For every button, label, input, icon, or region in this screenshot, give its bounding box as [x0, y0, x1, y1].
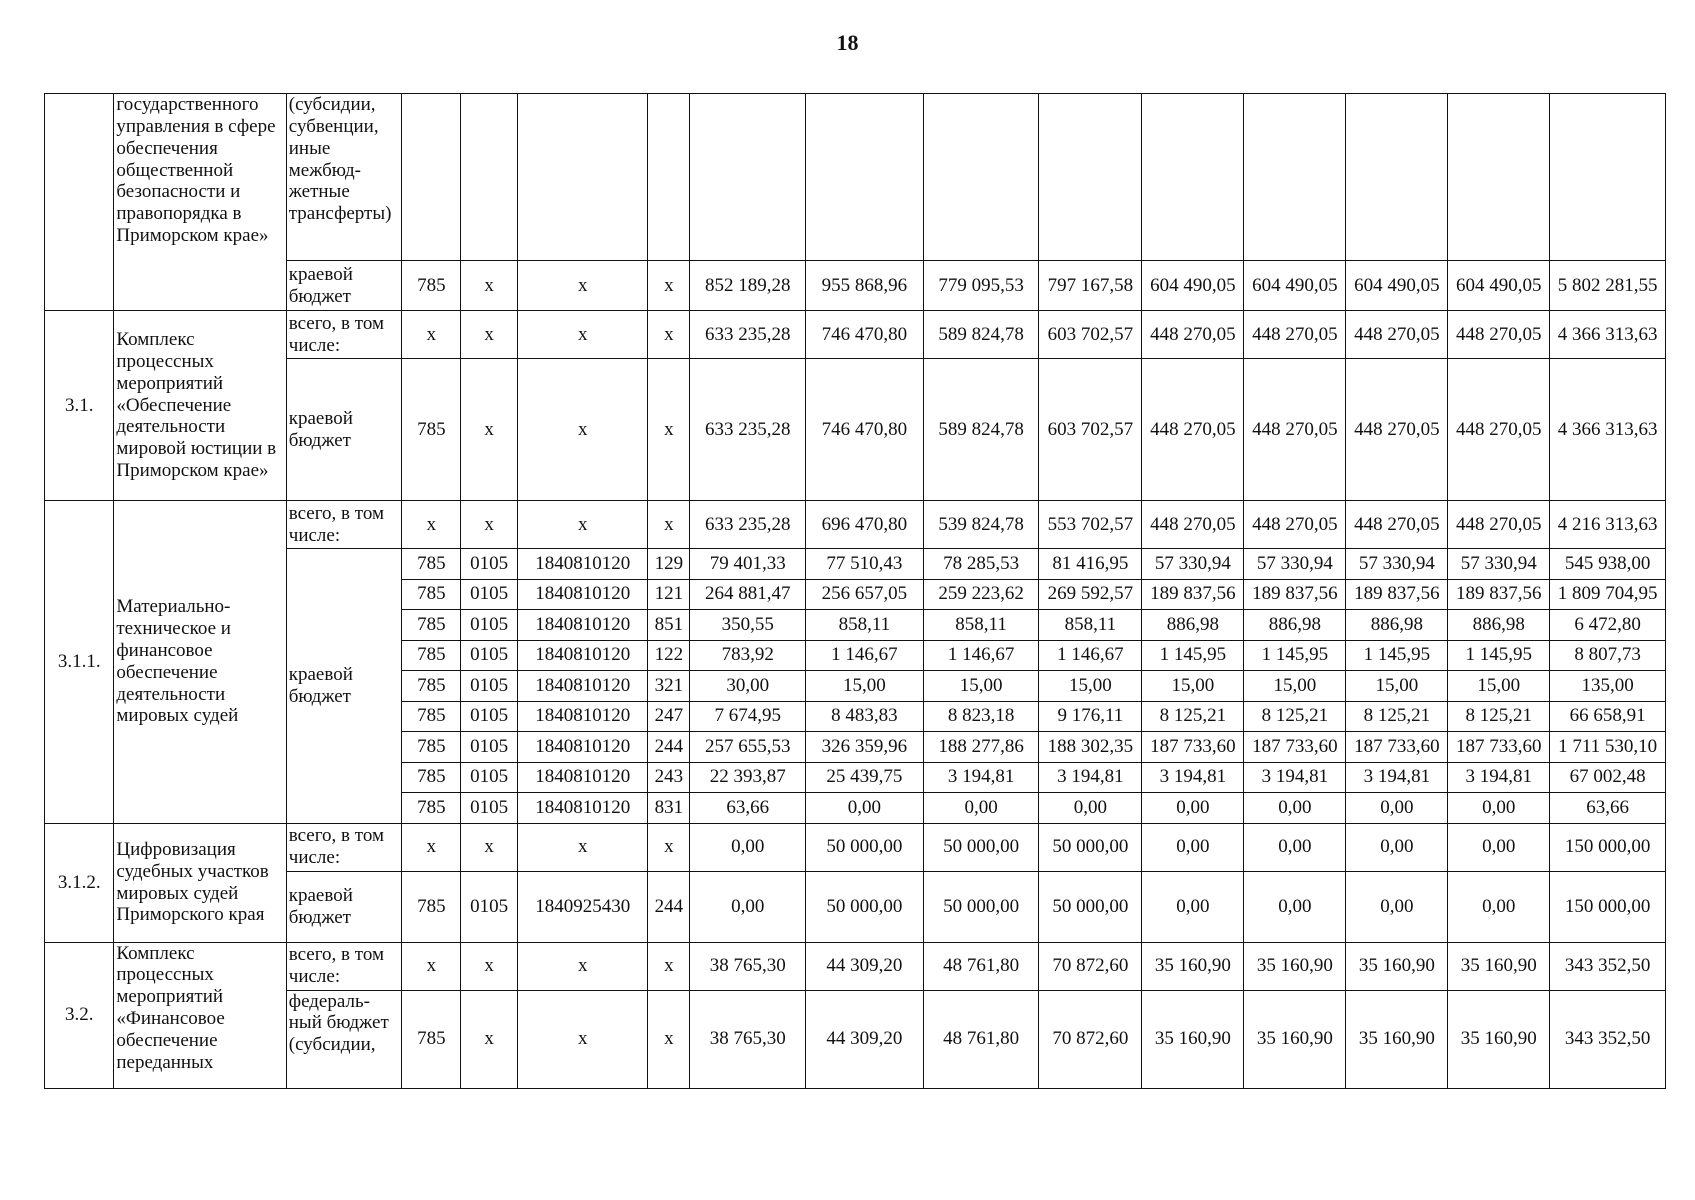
cell-value: 886,98 [1346, 610, 1448, 641]
cell-value: 22 393,87 [690, 762, 806, 793]
row-index-cell: 3.1.1. [45, 501, 114, 824]
row-name-cell: Цифровизация судебных участков мировых судей Приморского края [114, 823, 286, 942]
cell-value: 1840810120 [518, 732, 648, 763]
row-name-cell: Материально-техническое и финансовое обеспечение деятельности мировых судей [114, 501, 286, 824]
cell-value: 779 095,53 [923, 261, 1039, 311]
table-row [45, 94, 1666, 261]
cell-value: 35 160,90 [1448, 990, 1550, 1088]
cell-value: 244 [648, 871, 690, 942]
cell-value: 50 000,00 [1039, 871, 1142, 942]
cell-value: 0105 [461, 610, 518, 641]
cell-value: 321 [648, 671, 690, 702]
cell-value: 1840925430 [518, 871, 648, 942]
cell-value: 129 [648, 549, 690, 580]
cell-value: 785 [402, 762, 461, 793]
cell-value: х [461, 501, 518, 549]
cell-value: 785 [402, 359, 461, 501]
cell-value: х [648, 942, 690, 990]
cell-value: 0,00 [1039, 793, 1142, 824]
row-index-cell: 3.1.2. [45, 823, 114, 942]
row-name-cell: государственного управления в сфере обеспечения общественной безопасности и правопорядка в Приморском крае» [114, 94, 286, 311]
cell-value: 187 733,60 [1448, 732, 1550, 763]
cell-value: 15,00 [923, 671, 1039, 702]
row-index-cell [45, 94, 114, 311]
cell-value: 3 194,81 [1039, 762, 1142, 793]
cell-value: 8 823,18 [923, 701, 1039, 732]
cell-value: 858,11 [1039, 610, 1142, 641]
cell-value: 122 [648, 640, 690, 671]
cell-value: 785 [402, 261, 461, 311]
cell-value: 35 160,90 [1346, 990, 1448, 1088]
cell-value: х [461, 823, 518, 871]
cell-value: 0,00 [923, 793, 1039, 824]
cell-value: 4 366 313,63 [1550, 311, 1666, 359]
cell-value: 0105 [461, 793, 518, 824]
cell-value: 633 235,28 [690, 311, 806, 359]
cell-value: 8 125,21 [1142, 701, 1244, 732]
cell-value: 189 837,56 [1244, 579, 1346, 610]
cell-value: 448 270,05 [1346, 311, 1448, 359]
cell-value: 243 [648, 762, 690, 793]
cell-value: 831 [648, 793, 690, 824]
funding-source-cell: краевой бюджет [286, 359, 402, 501]
cell-value: 0105 [461, 671, 518, 702]
cell-value: 78 285,53 [923, 549, 1039, 580]
cell-value: 15,00 [1039, 671, 1142, 702]
cell-value: 1 711 530,10 [1550, 732, 1666, 763]
cell-empty [1244, 94, 1346, 261]
cell-value: 1840810120 [518, 762, 648, 793]
cell-value: 448 270,05 [1244, 311, 1346, 359]
cell-value: 189 837,56 [1346, 579, 1448, 610]
cell-value: 0105 [461, 640, 518, 671]
cell-value: 257 655,53 [690, 732, 806, 763]
cell-value: 8 125,21 [1346, 701, 1448, 732]
cell-value: 66 658,91 [1550, 701, 1666, 732]
cell-value: 0105 [461, 732, 518, 763]
cell-value: 0105 [461, 871, 518, 942]
cell-value: 0,00 [1346, 793, 1448, 824]
cell-value: 15,00 [1448, 671, 1550, 702]
table-row [45, 942, 1666, 990]
cell-value: 8 125,21 [1448, 701, 1550, 732]
cell-value: 1 146,67 [1039, 640, 1142, 671]
cell-value: 244 [648, 732, 690, 763]
cell-value: 30,00 [690, 671, 806, 702]
table-row [45, 871, 1666, 942]
cell-value: 50 000,00 [923, 871, 1039, 942]
cell-value: 188 277,86 [923, 732, 1039, 763]
cell-value: 785 [402, 990, 461, 1088]
cell-value: 77 510,43 [806, 549, 924, 580]
cell-value: 15,00 [1346, 671, 1448, 702]
cell-value: 0,00 [690, 871, 806, 942]
cell-value: 3 194,81 [1244, 762, 1346, 793]
cell-value: 797 167,58 [1039, 261, 1142, 311]
cell-value: 35 160,90 [1448, 942, 1550, 990]
cell-value: 1840810120 [518, 793, 648, 824]
cell-value: 150 000,00 [1550, 823, 1666, 871]
cell-value: 604 490,05 [1244, 261, 1346, 311]
cell-value: х [402, 311, 461, 359]
cell-value: х [518, 359, 648, 501]
cell-value: 448 270,05 [1244, 501, 1346, 549]
cell-value: х [518, 823, 648, 871]
cell-value: 264 881,47 [690, 579, 806, 610]
cell-value: 0,00 [1448, 871, 1550, 942]
cell-value: 0105 [461, 762, 518, 793]
cell-value: 8 125,21 [1244, 701, 1346, 732]
cell-value: 785 [402, 579, 461, 610]
cell-value: 886,98 [1142, 610, 1244, 641]
cell-value: 57 330,94 [1244, 549, 1346, 580]
cell-empty [1039, 94, 1142, 261]
funding-source-cell: краевой бюджет [286, 549, 402, 824]
cell-value: 3 194,81 [923, 762, 1039, 793]
table-row [45, 823, 1666, 871]
cell-value: 1840810120 [518, 640, 648, 671]
cell-value: 6 472,80 [1550, 610, 1666, 641]
cell-value: 50 000,00 [923, 823, 1039, 871]
cell-value: 448 270,05 [1142, 359, 1244, 501]
cell-empty [518, 94, 648, 261]
cell-value: х [402, 942, 461, 990]
cell-value: 247 [648, 701, 690, 732]
cell-value: 886,98 [1448, 610, 1550, 641]
cell-value: 448 270,05 [1142, 311, 1244, 359]
cell-value: 1 146,67 [923, 640, 1039, 671]
funding-source-cell: всего, в том числе: [286, 311, 402, 359]
cell-value: 57 330,94 [1346, 549, 1448, 580]
cell-value: 955 868,96 [806, 261, 924, 311]
cell-value: 858,11 [806, 610, 924, 641]
cell-empty [806, 94, 924, 261]
cell-value: 35 160,90 [1142, 990, 1244, 1088]
cell-empty [648, 94, 690, 261]
cell-value: 9 176,11 [1039, 701, 1142, 732]
cell-empty [402, 94, 461, 261]
cell-value: 553 702,57 [1039, 501, 1142, 549]
cell-value: 448 270,05 [1448, 311, 1550, 359]
cell-value: 1840810120 [518, 549, 648, 580]
cell-value: 259 223,62 [923, 579, 1039, 610]
cell-value: 785 [402, 701, 461, 732]
cell-value: 48 761,80 [923, 942, 1039, 990]
cell-empty [1448, 94, 1550, 261]
budget-table-body [45, 94, 1666, 1089]
cell-value: 4 366 313,63 [1550, 359, 1666, 501]
cell-value: 343 352,50 [1550, 990, 1666, 1088]
cell-value: 0,00 [1346, 823, 1448, 871]
cell-value: 0,00 [1346, 871, 1448, 942]
cell-value: 0105 [461, 579, 518, 610]
cell-value: 1840810120 [518, 610, 648, 641]
cell-value: х [648, 501, 690, 549]
row-index-cell: 3.1. [45, 311, 114, 501]
cell-value: 589 824,78 [923, 311, 1039, 359]
cell-value: 633 235,28 [690, 501, 806, 549]
cell-value: 785 [402, 871, 461, 942]
cell-value: 539 824,78 [923, 501, 1039, 549]
table-row [45, 549, 1666, 580]
cell-value: 448 270,05 [1346, 359, 1448, 501]
budget-table [44, 93, 1666, 1089]
cell-value: 35 160,90 [1244, 990, 1346, 1088]
cell-value: х [518, 990, 648, 1088]
cell-value: 50 000,00 [806, 823, 924, 871]
cell-value: х [648, 359, 690, 501]
cell-value: 0,00 [1142, 793, 1244, 824]
cell-value: 326 359,96 [806, 732, 924, 763]
cell-value: 70 872,60 [1039, 990, 1142, 1088]
cell-value: 189 837,56 [1448, 579, 1550, 610]
cell-value: 15,00 [1244, 671, 1346, 702]
cell-value: 851 [648, 610, 690, 641]
cell-value: 5 802 281,55 [1550, 261, 1666, 311]
cell-value: 448 270,05 [1244, 359, 1346, 501]
cell-value: 1840810120 [518, 579, 648, 610]
cell-empty [923, 94, 1039, 261]
cell-value: 1840810120 [518, 701, 648, 732]
cell-value: 67 002,48 [1550, 762, 1666, 793]
page-number: 18 [836, 30, 859, 55]
cell-value: 1 809 704,95 [1550, 579, 1666, 610]
cell-empty [461, 94, 518, 261]
cell-value: 448 270,05 [1448, 501, 1550, 549]
cell-value: х [461, 359, 518, 501]
cell-value: 746 470,80 [806, 359, 924, 501]
cell-value: 44 309,20 [806, 942, 924, 990]
cell-value: 448 270,05 [1448, 359, 1550, 501]
cell-value: 35 160,90 [1244, 942, 1346, 990]
cell-value: 604 490,05 [1346, 261, 1448, 311]
cell-value: 8 807,73 [1550, 640, 1666, 671]
cell-value: 70 872,60 [1039, 942, 1142, 990]
cell-value: 696 470,80 [806, 501, 924, 549]
cell-value: 121 [648, 579, 690, 610]
cell-value: 545 938,00 [1550, 549, 1666, 580]
cell-value: 1 145,95 [1448, 640, 1550, 671]
cell-value: 603 702,57 [1039, 311, 1142, 359]
funding-source-cell: федераль-ный бюджет (субсидии, [286, 990, 402, 1088]
cell-value: 604 490,05 [1448, 261, 1550, 311]
table-row [45, 501, 1666, 549]
cell-value: 187 733,60 [1244, 732, 1346, 763]
cell-value: 589 824,78 [923, 359, 1039, 501]
cell-value: х [461, 942, 518, 990]
cell-value: 256 657,05 [806, 579, 924, 610]
cell-value: 0,00 [1142, 871, 1244, 942]
cell-value: 886,98 [1244, 610, 1346, 641]
cell-value: х [518, 311, 648, 359]
cell-value: х [461, 311, 518, 359]
cell-empty [690, 94, 806, 261]
cell-value: 57 330,94 [1142, 549, 1244, 580]
cell-value: х [648, 990, 690, 1088]
cell-value: 785 [402, 671, 461, 702]
cell-value: 79 401,33 [690, 549, 806, 580]
row-name-cell: Комплекс процессных мероприятий «Финансовое обеспечение переданных [114, 942, 286, 1088]
cell-value: 3 194,81 [1346, 762, 1448, 793]
cell-value: 189 837,56 [1142, 579, 1244, 610]
cell-value: х [402, 501, 461, 549]
cell-value: 0,00 [1142, 823, 1244, 871]
cell-value: 0,00 [1448, 793, 1550, 824]
cell-value: 350,55 [690, 610, 806, 641]
cell-value: 187 733,60 [1142, 732, 1244, 763]
cell-value: 1 145,95 [1346, 640, 1448, 671]
cell-empty [1142, 94, 1244, 261]
cell-value: х [518, 942, 648, 990]
table-row [45, 311, 1666, 359]
cell-value: х [518, 501, 648, 549]
cell-value: 448 270,05 [1346, 501, 1448, 549]
funding-source-cell: всего, в том числе: [286, 823, 402, 871]
cell-value: 1 145,95 [1142, 640, 1244, 671]
cell-value: 785 [402, 549, 461, 580]
cell-value: 603 702,57 [1039, 359, 1142, 501]
cell-value: 4 216 313,63 [1550, 501, 1666, 549]
cell-value: 81 416,95 [1039, 549, 1142, 580]
row-index-cell: 3.2. [45, 942, 114, 1088]
table-row [45, 990, 1666, 1088]
cell-value: 3 194,81 [1142, 762, 1244, 793]
cell-value: х [648, 311, 690, 359]
cell-value: 35 160,90 [1346, 942, 1448, 990]
cell-value: х [461, 990, 518, 1088]
cell-value: 8 483,83 [806, 701, 924, 732]
cell-value: 63,66 [1550, 793, 1666, 824]
cell-value: 135,00 [1550, 671, 1666, 702]
cell-value: 63,66 [690, 793, 806, 824]
funding-source-cell: всего, в том числе: [286, 942, 402, 990]
cell-value: 0,00 [1244, 823, 1346, 871]
cell-value: 269 592,57 [1039, 579, 1142, 610]
table-row [45, 261, 1666, 311]
cell-value: 858,11 [923, 610, 1039, 641]
cell-value: 0105 [461, 701, 518, 732]
cell-value: 783,92 [690, 640, 806, 671]
cell-empty [1550, 94, 1666, 261]
cell-value: 448 270,05 [1142, 501, 1244, 549]
cell-value: 0,00 [1244, 871, 1346, 942]
funding-source-cell: всего, в том числе: [286, 501, 402, 549]
cell-value: 633 235,28 [690, 359, 806, 501]
cell-value: х [461, 261, 518, 311]
table-row [45, 359, 1666, 501]
cell-value: 35 160,90 [1142, 942, 1244, 990]
cell-value: 785 [402, 640, 461, 671]
funding-source-cell: (субсидии, субвенции, иные межбюд-жетные трансферты) [286, 94, 402, 261]
cell-value: 0,00 [1448, 823, 1550, 871]
cell-value: 50 000,00 [1039, 823, 1142, 871]
cell-value: 25 439,75 [806, 762, 924, 793]
cell-value: 1 146,67 [806, 640, 924, 671]
cell-value: 1 145,95 [1244, 640, 1346, 671]
cell-value: 44 309,20 [806, 990, 924, 1088]
cell-value: 0105 [461, 549, 518, 580]
cell-value: 0,00 [690, 823, 806, 871]
cell-value: х [648, 261, 690, 311]
cell-value: 1840810120 [518, 671, 648, 702]
cell-value: 7 674,95 [690, 701, 806, 732]
cell-value: 852 189,28 [690, 261, 806, 311]
row-name-cell: Комплекс процессных мероприятий «Обеспечение деятельности мировой юстиции в Приморском крае» [114, 311, 286, 501]
cell-value: 785 [402, 793, 461, 824]
cell-value: 150 000,00 [1550, 871, 1666, 942]
cell-value: 746 470,80 [806, 311, 924, 359]
cell-value: 188 302,35 [1039, 732, 1142, 763]
funding-source-cell: краевой бюджет [286, 261, 402, 311]
cell-value: 38 765,30 [690, 990, 806, 1088]
cell-value: 48 761,80 [923, 990, 1039, 1088]
cell-value: 3 194,81 [1448, 762, 1550, 793]
cell-value: 604 490,05 [1142, 261, 1244, 311]
cell-value: 0,00 [806, 793, 924, 824]
cell-value: 38 765,30 [690, 942, 806, 990]
cell-value: 187 733,60 [1346, 732, 1448, 763]
cell-value: 50 000,00 [806, 871, 924, 942]
cell-value: х [518, 261, 648, 311]
cell-value: 785 [402, 610, 461, 641]
cell-value: х [648, 823, 690, 871]
funding-source-cell: краевой бюджет [286, 871, 402, 942]
cell-value: 57 330,94 [1448, 549, 1550, 580]
cell-value: 785 [402, 732, 461, 763]
cell-value: 343 352,50 [1550, 942, 1666, 990]
cell-value: 15,00 [1142, 671, 1244, 702]
cell-value: 15,00 [806, 671, 924, 702]
cell-value: х [402, 823, 461, 871]
cell-value: 0,00 [1244, 793, 1346, 824]
cell-empty [1346, 94, 1448, 261]
